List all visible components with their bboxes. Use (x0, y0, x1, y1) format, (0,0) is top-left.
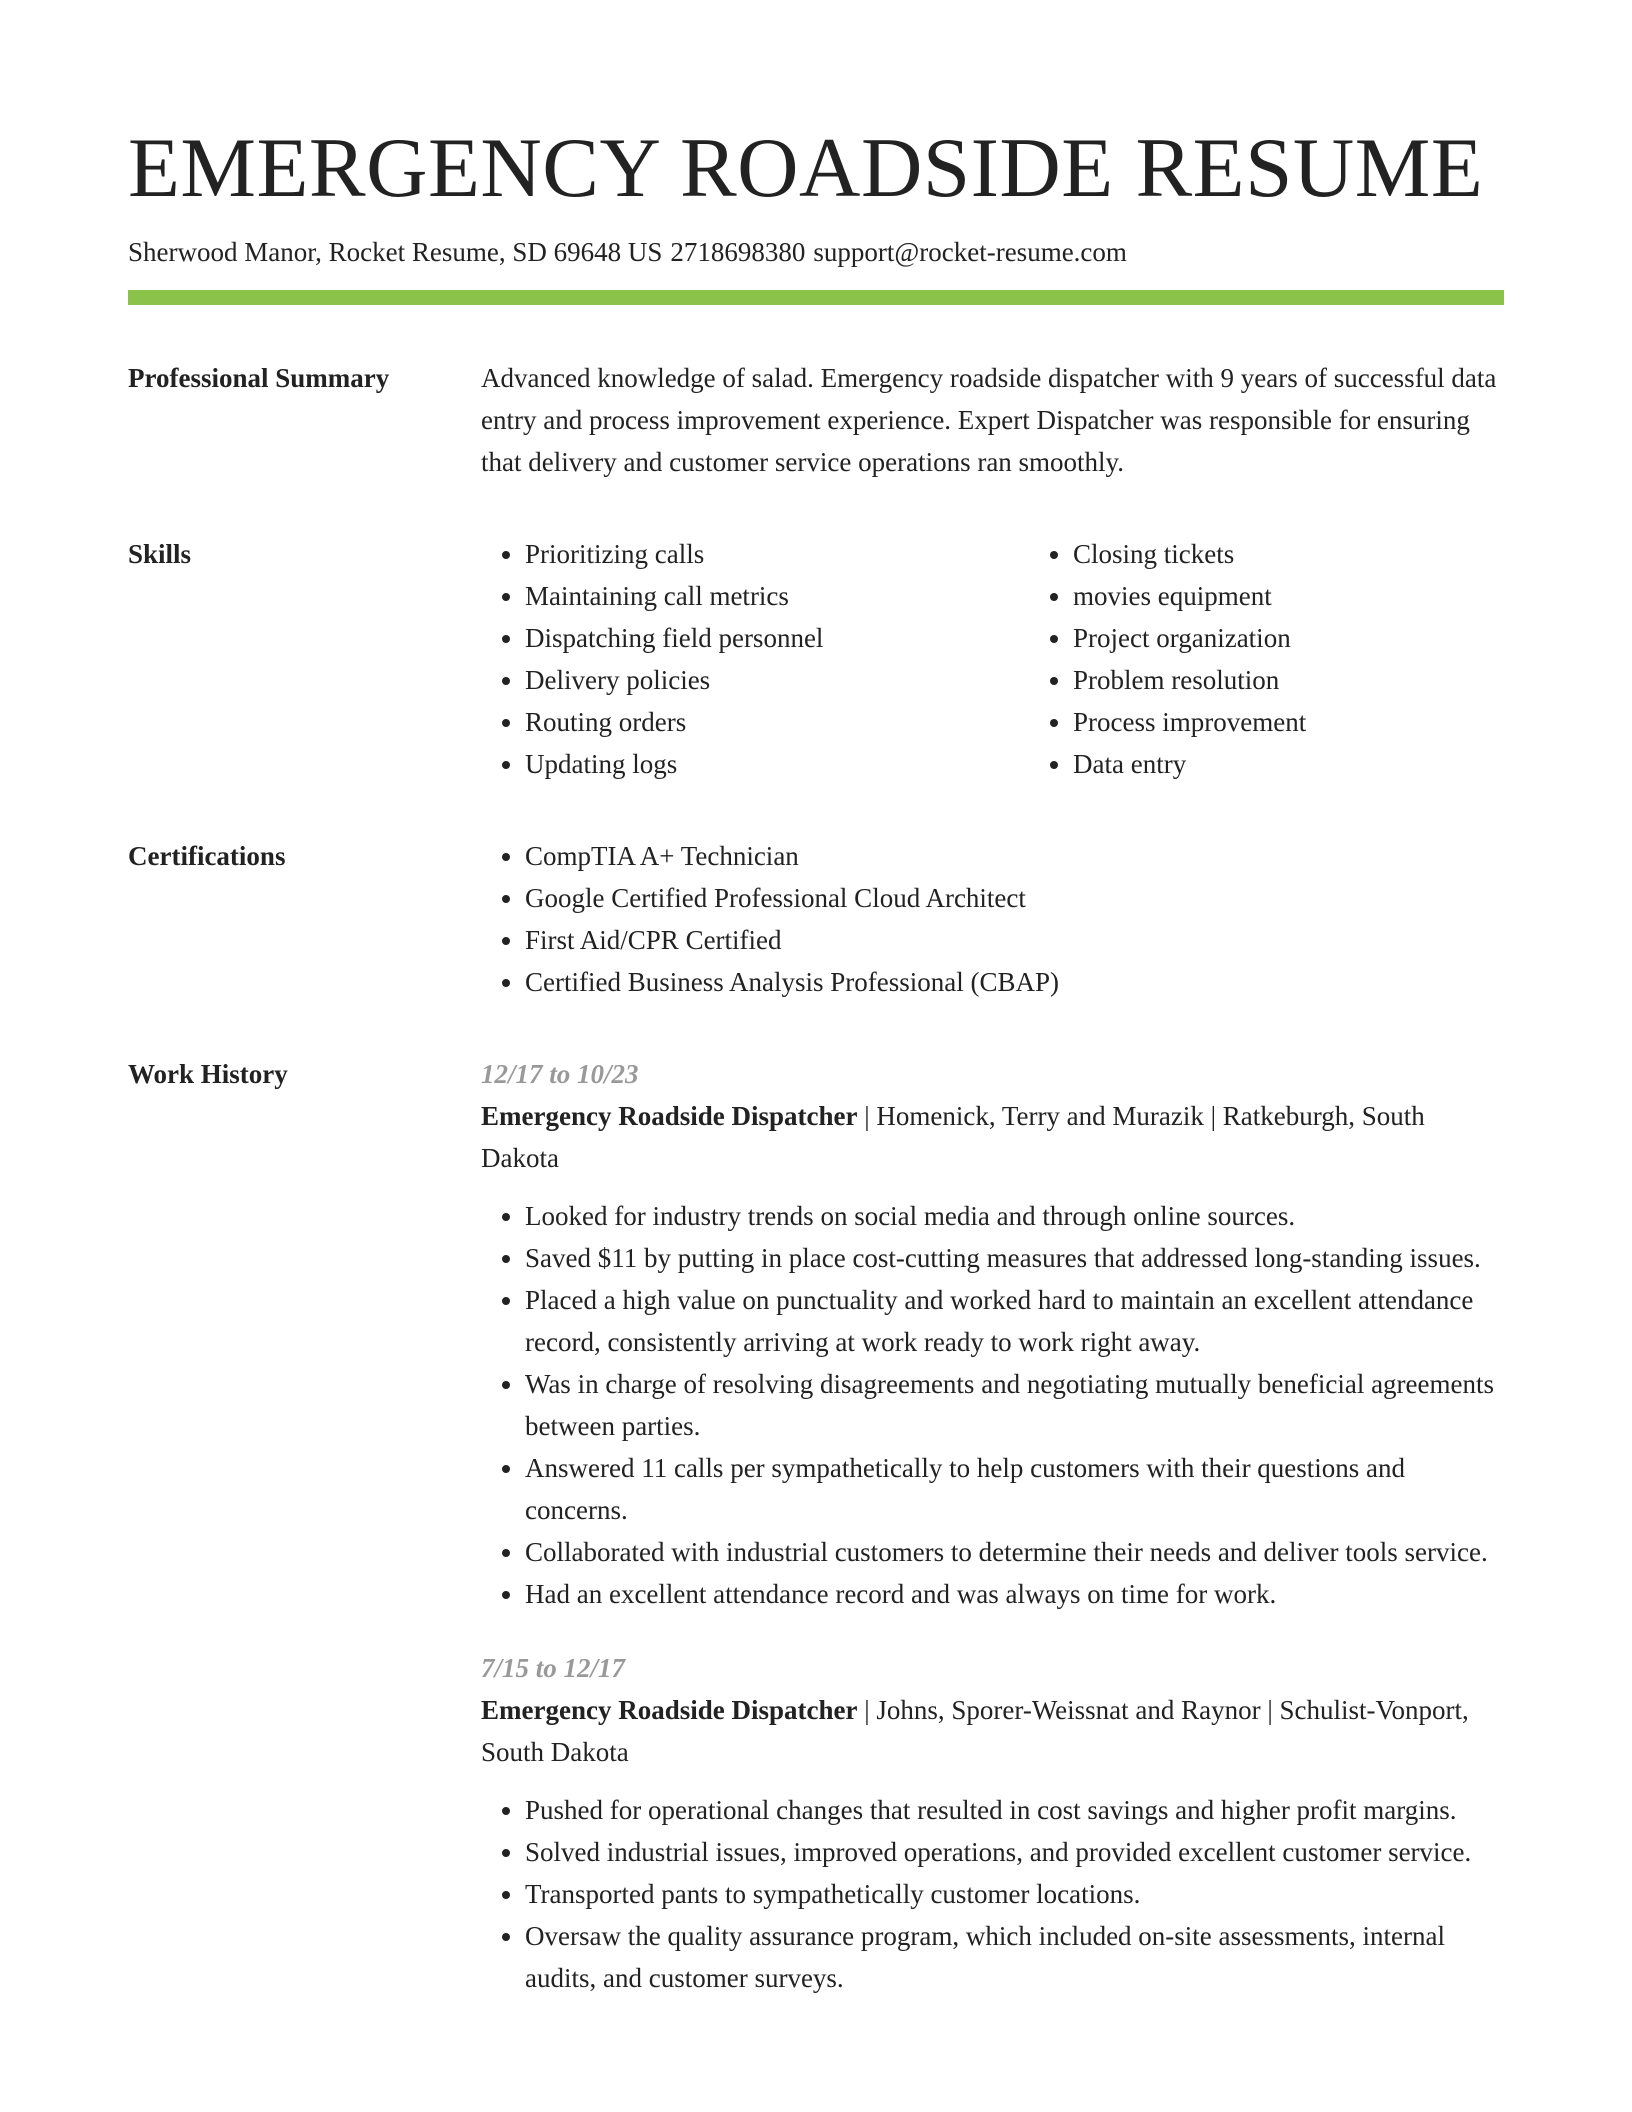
job-heading (481, 1689, 1504, 1773)
resume-title: EMERGENCY ROADSIDE RESUME (128, 121, 1484, 215)
list-item: • Solved industrial issues, improved operations, and provided excellent customer service. (525, 1831, 1504, 1873)
section-label: Skills (128, 539, 192, 569)
certifications-list (481, 835, 1504, 1003)
list-item: • Transported pants to sympathetically customer locations. (525, 1873, 1504, 1915)
list-item: • Google Certified Professional Cloud Architect (525, 877, 1504, 919)
list-item: • movies equipment (1073, 575, 1504, 617)
job-details: | Johns, Sporer-Weissnat and Raynor | Schulist-Vonport, South Dakota (481, 1695, 1469, 1767)
list-item: • Placed a high value on punctuality and worked hard to maintain an excellent attendance record, consistently arriving at work ready to work right away. (525, 1279, 1504, 1363)
job-dates: 7/15 to 12/17 (481, 1653, 626, 1683)
job-entry (481, 1647, 1504, 1999)
list-item: • CompTIA A+ Technician (525, 835, 1504, 877)
certifications-content (481, 835, 1504, 1003)
list-item: • Dispatching field personnel (525, 617, 1029, 659)
section-label: Certifications (128, 841, 286, 871)
list-item: • Maintaining call metrics (525, 575, 1029, 617)
skills-columns (481, 533, 1504, 785)
job-bullets (481, 1195, 1504, 1615)
list-item: • Pushed for operational changes that resulted in cost savings and higher profit margins. (525, 1789, 1504, 1831)
job-dates: 12/17 to 10/23 (481, 1059, 639, 1089)
list-item: • Routing orders (525, 701, 1029, 743)
list-item: • Delivery policies (525, 659, 1029, 701)
job-title: Emergency Roadside Dispatcher (481, 1695, 858, 1725)
section-skills (128, 533, 1504, 785)
contact-phone: 2718698380 (670, 237, 806, 267)
job-bullets (481, 1789, 1504, 1999)
list-item: • Problem resolution (1073, 659, 1504, 701)
list-item: • Project organization (1073, 617, 1504, 659)
list-item: • Certified Business Analysis Professional (CBAP) (525, 961, 1504, 1003)
job-title: Emergency Roadside Dispatcher (481, 1101, 858, 1131)
list-item: • Updating logs (525, 743, 1029, 785)
section-label: Professional Summary (128, 363, 390, 393)
skills-list-left (481, 533, 1029, 785)
work-history-content (481, 1053, 1504, 1999)
list-item: • Prioritizing calls (525, 533, 1029, 575)
contact-line (128, 234, 1504, 270)
list-item: • Looked for industry trends on social media and through online sources. (525, 1195, 1504, 1237)
list-item: • Saved $11 by putting in place cost-cutting measures that addressed long-standing issues. (525, 1237, 1504, 1279)
list-item: • Data entry (1073, 743, 1504, 785)
list-item: • Collaborated with industrial customers to determine their needs and deliver tools service. (525, 1531, 1504, 1573)
contact-address: Sherwood Manor, Rocket Resume, SD 69648 US (128, 237, 663, 267)
list-item: • First Aid/CPR Certified (525, 919, 1504, 961)
section-professional-summary (128, 357, 1504, 483)
contact-email: support@rocket-resume.com (813, 237, 1127, 267)
job-entry (481, 1053, 1504, 1615)
section-certifications (128, 835, 1504, 1003)
list-item: • Had an excellent attendance record and was always on time for work. (525, 1573, 1504, 1615)
list-item: • Answered 11 calls per sympathetically to help customers with their questions and concerns. (525, 1447, 1504, 1531)
accent-divider (128, 290, 1504, 305)
section-work-history (128, 1053, 1504, 1999)
job-heading (481, 1095, 1504, 1179)
skills-list-right (1029, 533, 1504, 785)
list-item: • Oversaw the quality assurance program, which included on-site assessments, internal audits, and customer surveys. (525, 1915, 1504, 1999)
section-label: Work History (128, 1059, 288, 1089)
list-item: • Was in charge of resolving disagreements and negotiating mutually beneficial agreements between parties. (525, 1363, 1504, 1447)
list-item: • Process improvement (1073, 701, 1504, 743)
list-item: • Closing tickets (1073, 533, 1504, 575)
summary-text: Advanced knowledge of salad. Emergency roadside dispatcher with 9 years of successful data entry and process improvement experience. Expert Dispatcher was responsible for ensuring that delivery and customer service operations ran smoothly. (481, 363, 1497, 477)
job-details: | Homenick, Terry and Murazik | Ratkeburgh, South Dakota (481, 1101, 1425, 1173)
